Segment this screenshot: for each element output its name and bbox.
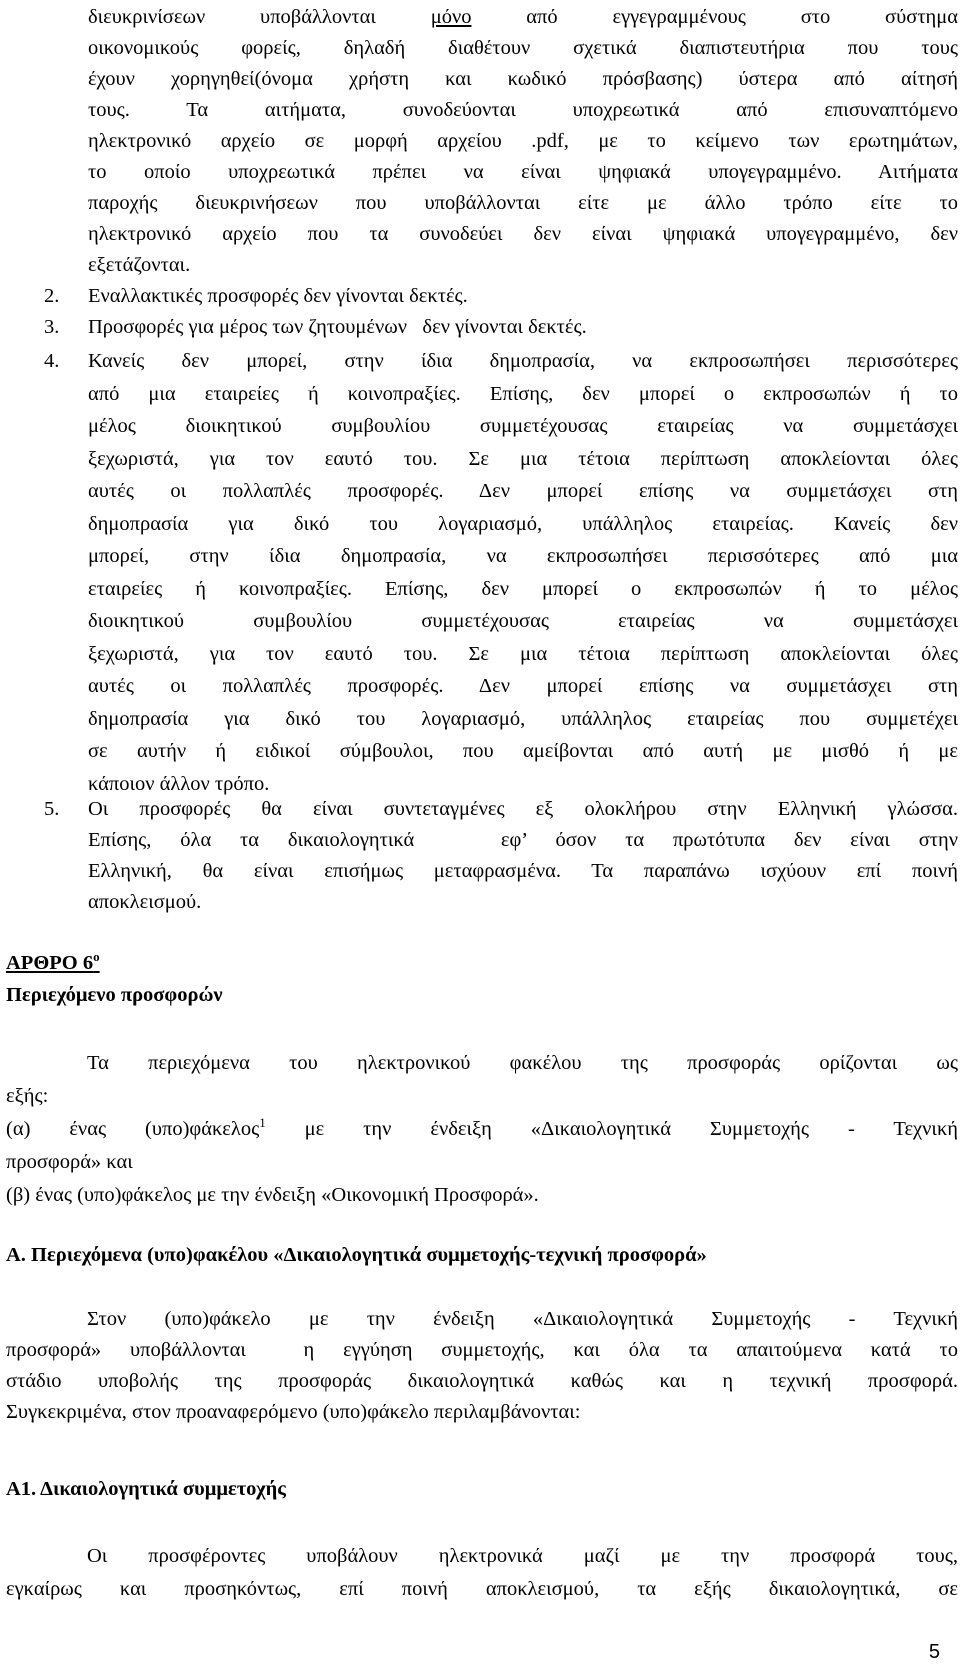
article-subtitle: Περιεχόμενο προσφορών (6, 984, 223, 1006)
text-line: αυτές οι πολλαπλές προσφορές. Δεν μπορεί επίσης να συμμετάσχει στη (88, 480, 958, 502)
article-title-superscript: ο (93, 949, 100, 964)
text-line: εγκαίρως και προσηκόντως, επί ποινή αποκλεισμού, τα εξής δικαιολογητικά, σε (6, 1578, 958, 1600)
list-item-4 (44, 345, 958, 800)
article-title: ΑΡΘΡΟ $6^o$ (6, 949, 100, 974)
list-item-3 (44, 312, 958, 343)
section-a-heading: Α. Περιεχόμενα (υπο)φακέλου «Δικαιολογητικά συμμετοχής-τεχνική προσφορά» (6, 1244, 707, 1266)
list-item-text: Εναλλακτικές προσφορές δεν γίνονται δεκτές. (88, 285, 468, 307)
text-line: Επίσης, όλα τα δικαιολογητικά εφ’ όσον τα πρωτότυπα δεν είναι στην (88, 829, 958, 851)
text-line: στάδιο υποβολής της προσφοράς δικαιολογητικά καθώς και η τεχνική προσφορά. (6, 1370, 958, 1392)
text-line: σε αυτήν ή ειδικοί σύμβουλοι, που αμείβονται από αυτή με μισθό ή με (88, 740, 958, 762)
text-line: παροχής διευκρινήσεων που υποβάλλονται είτε με άλλο τρόπο είτε το (88, 192, 958, 214)
text-line: Τα περιεχόμενα του ηλεκτρονικού φακέλου της προσφοράς ορίζονται ως (87, 1052, 958, 1074)
section-a1-paragraph (6, 1540, 958, 1606)
text-line: Στον (υπο)φάκελο με την ένδειξη «Δικαιολογητικά Συμμετοχής - Τεχνική (87, 1308, 958, 1330)
text-line: εταιρείες ή κοινοπραξίες. Επίσης, δεν μπορεί ο εκπροσωπών ή το μέλος (88, 577, 958, 600)
text-line: τους. Τα αιτήματα, συνοδεύονται υποχρεωτικά από επισυναπτόμενο (88, 99, 958, 121)
footnote-ref: 1 (259, 1115, 266, 1130)
list-number: 4. (44, 350, 60, 372)
list-item-5 (44, 794, 958, 918)
text-line: διοικητικού συμβουλίου συμμετέχουσας εταιρείας να συμμετάσχει (88, 610, 958, 632)
text-line: (α) ένας (υπο)φάκελος$^1$ με την ένδειξη «Δικαιολογητικά Συμμετοχής - Τεχνική (6, 1115, 958, 1140)
text-line: Κανείς δεν μπορεί, στην ίδια δημοπρασία, να εκπροσωπήσει περισσότερες (88, 350, 958, 372)
text-line: από μια εταιρείες ή κοινοπραξίες. Επίσης, δεν μπορεί ο εκπροσωπών ή το (88, 382, 958, 405)
text-line: δημοπρασία για δικό του λογαριασμό, υπάλληλος εταιρείας. Κανείς δεν (88, 512, 958, 535)
text-line: ξεχωριστά, για τον εαυτό του. Σε μια τέτοια περίπτωση αποκλείονται όλες (88, 447, 958, 470)
text-line: μπορεί, στην ίδια δημοπρασία, να εκπροσωπήσει περισσότερες από μια (88, 545, 958, 567)
content-paragraph (6, 1047, 958, 1212)
text-line: ηλεκτρονικό αρχείο σε μορφή αρχείου .pdf, με το κείμενο των ερωτημάτων, (88, 130, 958, 152)
text-line: αποκλεισμού. (88, 891, 202, 913)
list-number: 2. (44, 285, 60, 307)
text-line: μέλος διοικητικού συμβουλίου συμμετέχουσας εταιρείας να συμμετάσχει (88, 415, 958, 437)
text-line: διευκρινίσεων υποβάλλονται μόνο από εγγεγραμμένους στο σύστημα (88, 6, 959, 28)
underlined-word: μόνο (430, 6, 472, 28)
text-line: εξετάζονται. (88, 254, 191, 276)
list-number: 3. (44, 316, 60, 338)
page-number: 5 (928, 1641, 940, 1663)
section-a-paragraph (6, 1304, 958, 1428)
section-a1-heading: Α1. Δικαιολογητικά συμμετοχής (6, 1478, 286, 1500)
text-line: έχουν χορηγηθεί(όνομα χρήστη και κωδικό πρόσβασης) ύστερα από αίτησή (88, 68, 958, 90)
list-item-text: Προσφορές για μέρος των ζητουμένων δεν γίνονται δεκτές. (88, 316, 587, 338)
text-line: οικονομικούς φορείς, δηλαδή διαθέτουν σχετικά διαπιστευτήρια που τους (88, 37, 958, 59)
text-line: Συγκεκριμένα, στον προαναφερόμενο (υπο)φάκελο περιλαμβάνονται: (6, 1401, 581, 1423)
text-line: δημοπρασία για δικό του λογαριασμό, υπάλληλος εταιρείας που συμμετέχει (88, 707, 958, 730)
text-line: το οποίο υποχρεωτικά πρέπει να είναι ψηφιακά υπογεγραμμένο. Αιτήματα (88, 161, 958, 183)
text-line: εξής: (6, 1085, 49, 1107)
text-line: Οι προσφορές θα είναι συντεταγμένες εξ ολοκλήρου στην Ελληνική γλώσσα. (88, 798, 958, 820)
clarification-paragraph (88, 2, 958, 281)
list-number: 5. (44, 798, 60, 820)
text-line: Οι προσφέροντες υποβάλουν ηλεκτρονικά μαζί με την προσφορά τους, (87, 1545, 958, 1567)
list-item-2 (44, 281, 958, 312)
text-line: προσφορά» υποβάλλονται η εγγύηση συμμετοχής, και όλα τα απαιτούμενα κατά το (6, 1339, 958, 1361)
text-line: ηλεκτρονικό αρχείο που τα συνοδεύει δεν είναι ψηφιακά υπογεγραμμένο, δεν (88, 223, 958, 245)
text-line: κάποιον άλλον τρόπο. (88, 772, 270, 795)
text-line: ξεχωριστά, για τον εαυτό του. Σε μια τέτοια περίπτωση αποκλείονται όλες (88, 642, 958, 665)
text-line: Ελληνική, θα είναι επισήμως μεταφρασμένα. Τα παραπάνω ισχύουν επί ποινή (88, 860, 958, 882)
text-line: προσφορά» και (6, 1151, 133, 1173)
text-line: (β) ένας (υπο)φάκελος με την ένδειξη «Οικονομική Προσφορά». (6, 1184, 539, 1206)
text-line: αυτές οι πολλαπλές προσφορές. Δεν μπορεί επίσης να συμμετάσχει στη (88, 675, 958, 697)
